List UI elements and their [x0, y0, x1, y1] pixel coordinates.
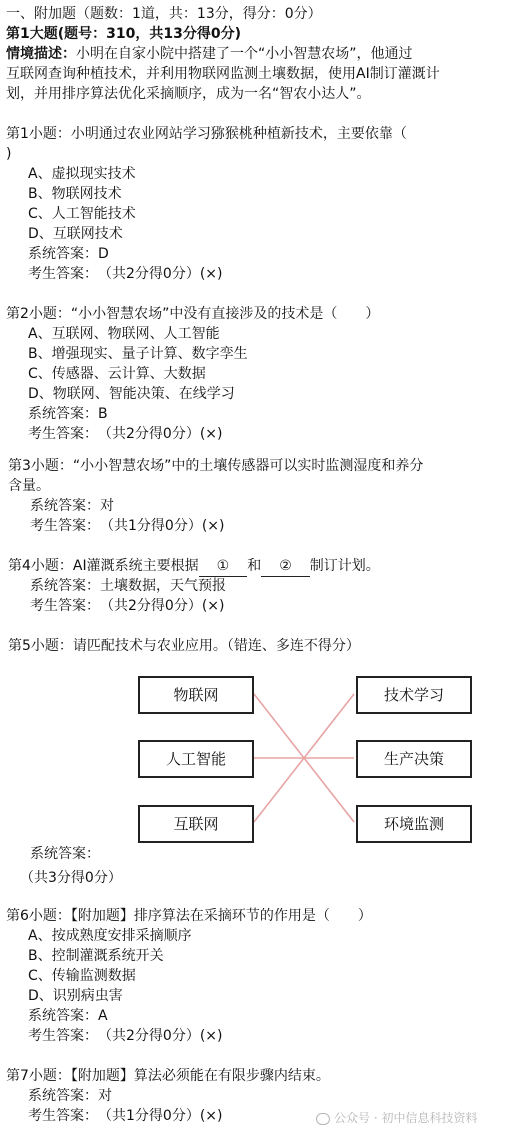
match-right-learning[interactable]: 技术学习 [356, 676, 472, 714]
q6-option-d: D、识别病虫害 [28, 988, 123, 1004]
q2-option-c: C、传感器、云计算、大数据 [28, 366, 206, 382]
q1-option-c: C、人工智能技术 [28, 206, 136, 222]
q7-stem: 第7小题：【附加题】算法必须能在有限步骤内结束。 [6, 1068, 330, 1084]
scenario-label: 情境描述： [6, 46, 76, 62]
q2-option-a: A、互联网、物联网、人工智能 [28, 326, 220, 342]
q6-option-c: C、传输监测数据 [28, 968, 136, 984]
q5-stem: 第5小题：请匹配技术与农业应用。（错连、多连不得分） [8, 638, 360, 654]
q1-system-answer: 系统答案：D [28, 246, 109, 262]
q3-student-answer: 考生答案： （共1分得0分）(×) [30, 518, 225, 534]
q6-option-a: A、按成熟度安排采摘顺序 [28, 928, 192, 944]
q2-option-d: D、物联网、智能决策、在线学习 [28, 386, 235, 402]
match-left-internet[interactable]: 互联网 [138, 805, 254, 843]
watermark [316, 1108, 477, 1128]
match-right-monitoring[interactable]: 环境监测 [356, 805, 472, 843]
q2-system-answer: 系统答案：B [28, 406, 108, 422]
q4-stem-suffix: 制订计划。 [309, 558, 380, 574]
q4-stem-prefix: 第4小题：AI灌溉系统主要根据 [8, 558, 199, 574]
q2-option-b: B、增强现实、量子计算、数字孪生 [28, 346, 248, 362]
q5-score: （共3分得0分） [20, 870, 122, 886]
q3-system-answer: 系统答案：对 [30, 498, 114, 514]
q6-student-answer: 考生答案： （共2分得0分）(×) [28, 1028, 223, 1044]
q1-option-d: D、互联网技术 [28, 226, 123, 242]
q4-stem-mid: 和 [247, 558, 262, 574]
scenario-text-1: 小明在自家小院中搭建了一个“小小智慧农场”，他通过 [76, 46, 413, 62]
match-right-decision[interactable]: 生产决策 [356, 740, 472, 778]
q7-student-answer: 考生答案： （共1分得0分）(×) [28, 1108, 223, 1124]
wechat-icon [316, 1113, 330, 1125]
q4-system-answer: 系统答案：土壤数据，天气预报 [30, 578, 226, 594]
q1-stem: 第1小题：小明通过农业网站学习猕猴桃种植新技术，主要依靠（ [6, 126, 407, 142]
q2-stem: 第2小题：“小小智慧农场”中没有直接涉及的技术是（ ） [6, 306, 380, 322]
q4-blank-1: ① [199, 556, 248, 577]
watermark-text: 公众号 · 初中信息科技资料 [334, 1111, 478, 1125]
q6-system-answer: 系统答案：A [28, 1008, 108, 1024]
match-left-iot[interactable]: 物联网 [138, 676, 254, 714]
q7-system-answer: 系统答案：对 [28, 1088, 112, 1104]
scenario-line-3: 划，并用排序算法优化采摘顺序，成为一名“智农小达人”。 [6, 86, 371, 102]
scenario-line-2: 互联网查询种植技术，并利用物联网监测土壤数据，使用AI制订灌溉计 [6, 66, 440, 82]
q1-option-a: A、虚拟现实技术 [28, 166, 136, 182]
q1-stem-cont: ) [6, 146, 12, 162]
q2-student-answer: 考生答案： （共2分得0分）(×) [28, 426, 223, 442]
q6-option-b: B、控制灌溉系统开关 [28, 948, 164, 964]
q3-stem: 第3小题：“小小智慧农场”中的土壤传感器可以实时监测湿度和养分 [8, 458, 424, 474]
q5-system-answer: 系统答案： [30, 846, 100, 862]
big-question-title: 第1大题(题号：310，共13分得0分) [6, 26, 241, 42]
q4-blank-2: ② [261, 556, 310, 577]
q1-student-answer: 考生答案： （共2分得0分）(×) [28, 266, 223, 282]
q6-stem: 第6小题：【附加题】排序算法在采摘环节的作用是（ ） [6, 908, 372, 924]
q4-student-answer: 考生答案： （共2分得0分）(×) [30, 598, 225, 614]
match-left-ai[interactable]: 人工智能 [138, 740, 254, 778]
q1-option-b: B、物联网技术 [28, 186, 122, 202]
section-title: 一、附加题（题数：1道，共：13分，得分：0分） [6, 6, 322, 22]
q3-stem-cont: 含量。 [8, 478, 50, 494]
